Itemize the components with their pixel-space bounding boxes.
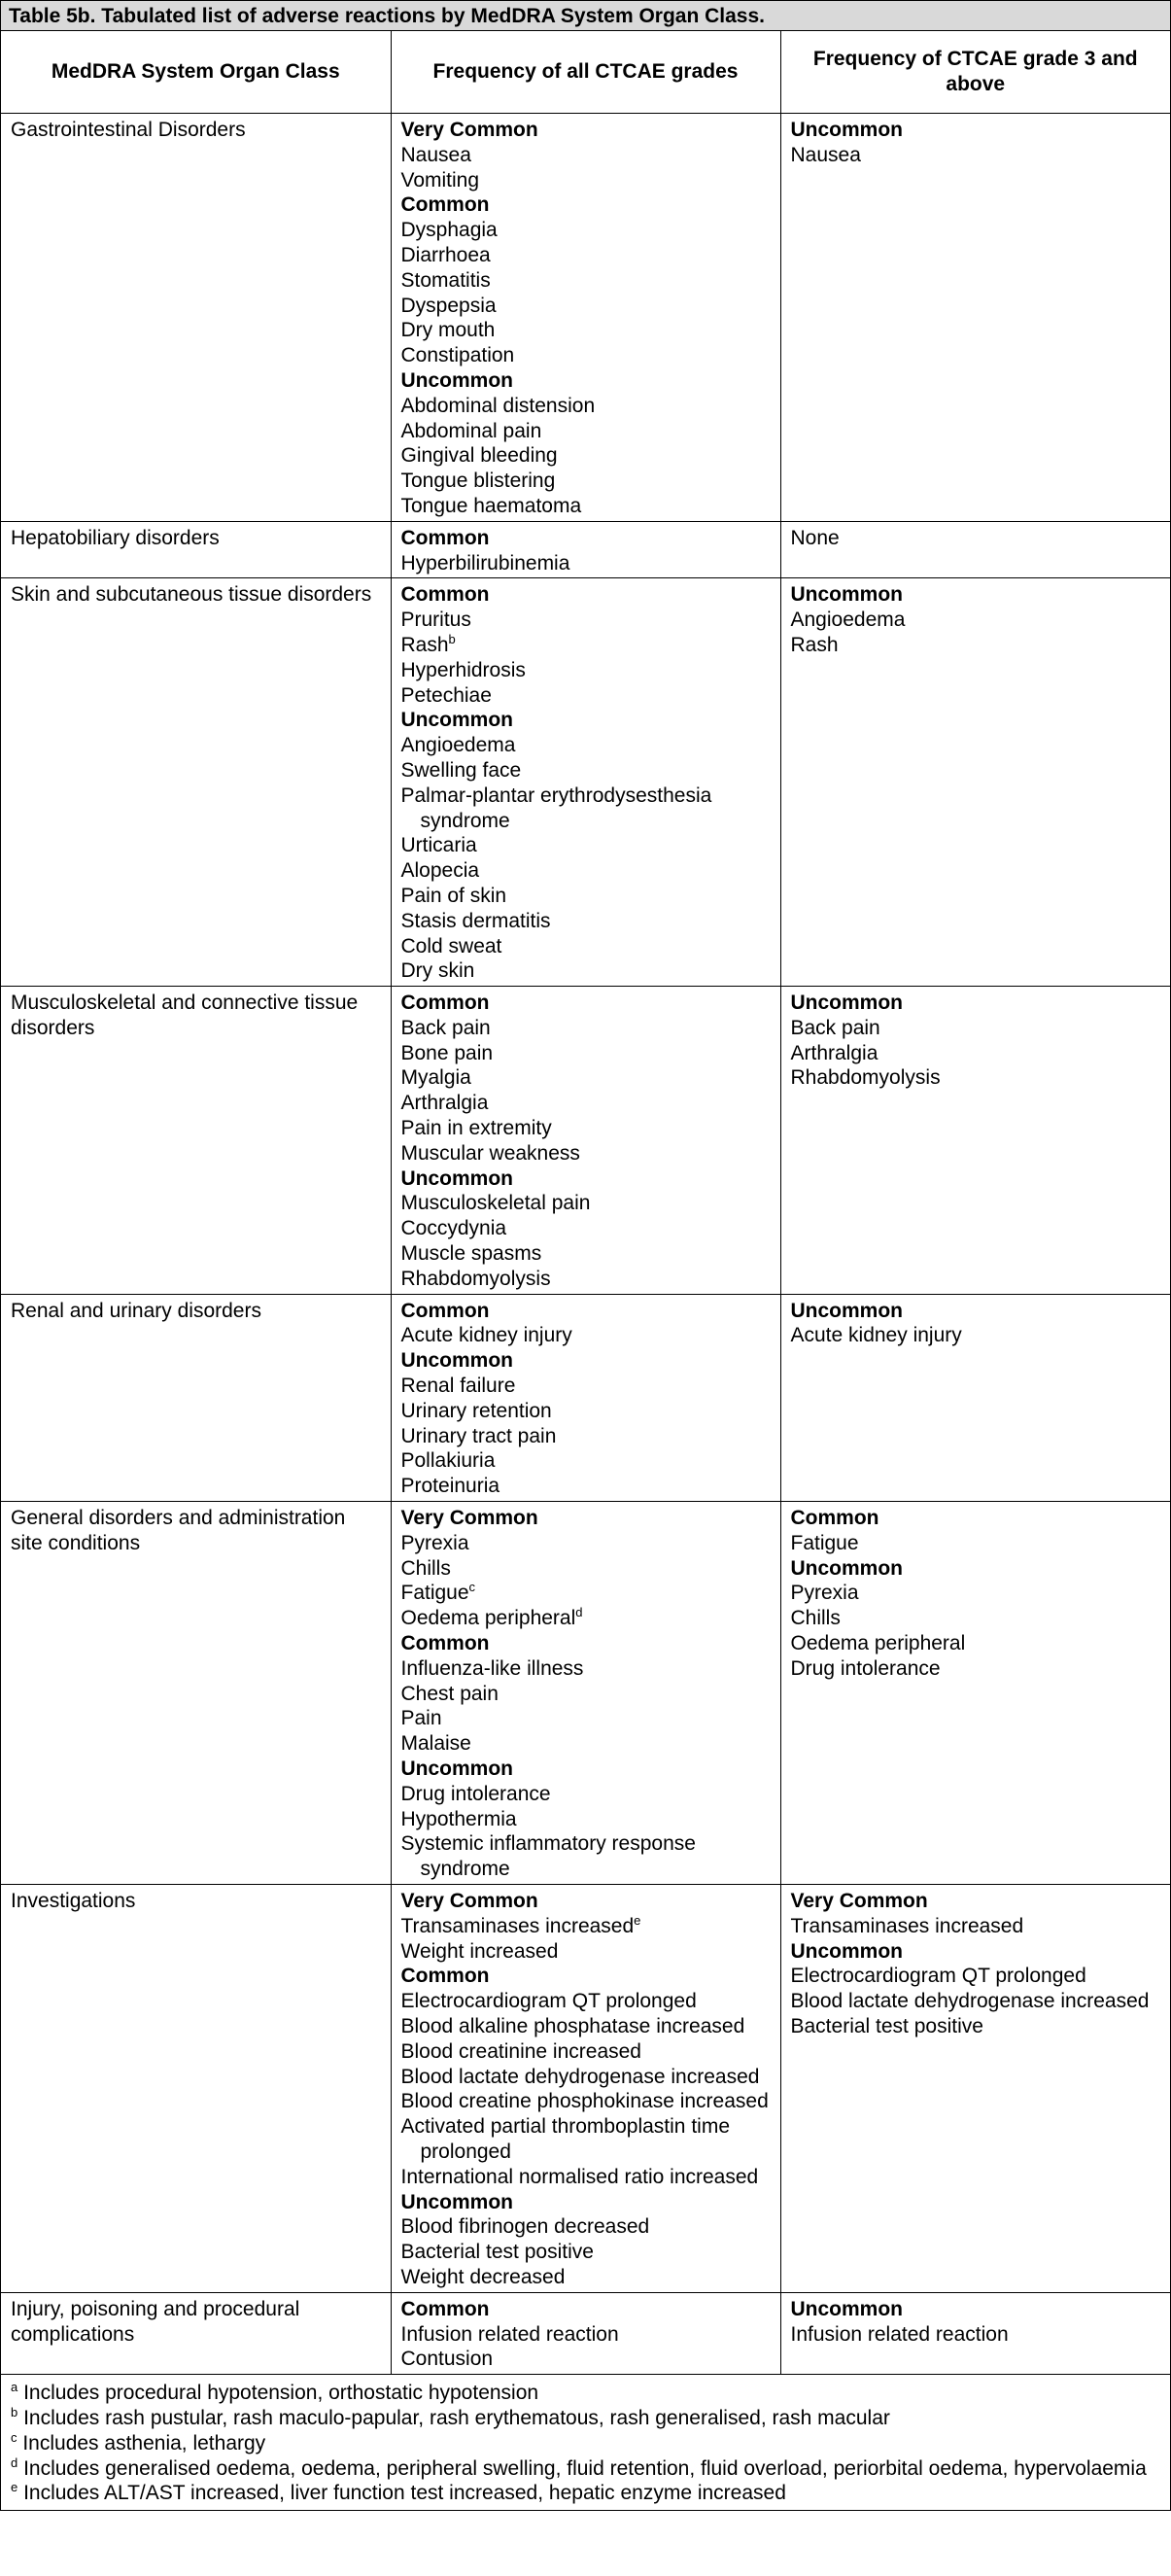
term-text: Fatigue bbox=[790, 1531, 859, 1554]
footnote bbox=[11, 2406, 1160, 2431]
all-grades-cell bbox=[391, 521, 780, 578]
adverse-reaction-term bbox=[401, 1424, 771, 1449]
adverse-reaction-term bbox=[791, 1581, 1161, 1606]
adverse-reaction-term bbox=[401, 1065, 771, 1091]
frequency-category: Uncommon bbox=[790, 992, 903, 1015]
term-text: Blood creatinine increased bbox=[400, 2039, 641, 2063]
all-grades-cell bbox=[391, 2292, 780, 2374]
adverse-reaction-term bbox=[791, 1531, 1161, 1556]
term-text: Back pain bbox=[400, 1016, 491, 1039]
term-text: Rhabdomyolysis bbox=[790, 1066, 941, 1090]
adverse-reaction-term bbox=[401, 494, 771, 519]
grade3-cell bbox=[780, 114, 1170, 522]
system-organ-class-cell: Injury, poisoning and procedural complications bbox=[1, 2292, 391, 2374]
frequency-category: Very Common bbox=[400, 1507, 538, 1530]
adverse-reaction-term bbox=[401, 909, 771, 934]
frequency-category: Uncommon bbox=[790, 1299, 903, 1322]
footnote-text: Includes ALT/AST increased, liver function test increased, hepatic enzyme increased bbox=[23, 2482, 786, 2505]
table-row bbox=[1, 987, 1170, 1295]
term-text: Renal failure bbox=[400, 1375, 516, 1398]
term-text: Bone pain bbox=[400, 1041, 494, 1064]
adverse-reaction-term bbox=[401, 1682, 771, 1707]
adverse-reaction-term bbox=[401, 934, 771, 959]
term-text: Rhabdomyolysis bbox=[400, 1267, 551, 1290]
adverse-reaction-term bbox=[401, 1914, 771, 1939]
adverse-reaction-term bbox=[401, 318, 771, 343]
term-text: Cold sweat bbox=[400, 934, 502, 957]
term-text: Constipation bbox=[400, 344, 515, 367]
adverse-reaction-term bbox=[401, 958, 771, 984]
term-text: Infusion related reaction bbox=[400, 2322, 619, 2346]
adverse-reaction-term bbox=[401, 1831, 771, 1882]
adverse-reaction-term bbox=[401, 2065, 771, 2090]
adverse-reaction-term bbox=[401, 1241, 771, 1267]
system-organ-class-cell: General disorders and administration site conditions bbox=[1, 1502, 391, 1885]
adverse-reaction-term bbox=[401, 2214, 771, 2240]
adverse-reaction-term bbox=[791, 2014, 1161, 2039]
adverse-reaction-term bbox=[401, 1448, 771, 1474]
term-text: Proteinuria bbox=[400, 1475, 500, 1498]
adverse-reaction-term bbox=[401, 1656, 771, 1682]
header-soc: MedDRA System Organ Class bbox=[1, 31, 391, 114]
term-text: Malaise bbox=[400, 1732, 471, 1756]
term-text: Blood fibrinogen decreased bbox=[400, 2215, 650, 2239]
term-text: Weight decreased bbox=[400, 2265, 566, 2288]
system-organ-class-cell: Gastrointestinal Disorders bbox=[1, 114, 391, 522]
term-text: Petechiae bbox=[400, 683, 492, 707]
grade3-cell bbox=[780, 578, 1170, 987]
adverse-reaction-term bbox=[401, 833, 771, 858]
all-grades-cell bbox=[391, 578, 780, 987]
footnote-text: Includes generalised oedema, oedema, peripheral swelling, fluid retention, fluid overload, periorbital oedema, hypervolaemia bbox=[23, 2456, 1147, 2480]
adverse-reaction-term bbox=[401, 1216, 771, 1241]
term-text: Fatigue bbox=[400, 1582, 469, 1605]
term-text: Urinary tract pain bbox=[400, 1424, 557, 1447]
adverse-reaction-term bbox=[401, 884, 771, 909]
adverse-reaction-term bbox=[401, 1782, 771, 1807]
adverse-reaction-term bbox=[791, 1065, 1161, 1091]
adverse-reaction-term bbox=[401, 1606, 771, 1631]
adverse-reaction-term bbox=[401, 469, 771, 494]
adverse-reaction-term bbox=[401, 243, 771, 268]
grade3-cell bbox=[780, 1502, 1170, 1885]
term-text: Weight increased bbox=[400, 1939, 559, 1963]
frequency-category: Very Common bbox=[400, 119, 538, 141]
adverse-reaction-term bbox=[401, 1939, 771, 1965]
term-text: Dry mouth bbox=[400, 319, 496, 342]
term-text: Transaminases increased bbox=[400, 1914, 635, 1937]
table-row bbox=[1, 578, 1170, 987]
term-text: Urticaria bbox=[400, 834, 477, 857]
term-text: Pain of skin bbox=[400, 884, 507, 907]
adverse-reaction-term bbox=[791, 1606, 1161, 1631]
adverse-reaction-term bbox=[791, 2322, 1161, 2348]
adverse-reaction-term bbox=[401, 143, 771, 168]
header-row bbox=[1, 31, 1170, 114]
footnote bbox=[11, 2431, 1160, 2456]
term-text: Hyperhidrosis bbox=[400, 658, 526, 681]
adverse-reaction-term bbox=[401, 2240, 771, 2265]
adverse-reaction-term bbox=[791, 143, 1161, 168]
term-text: Drug intolerance bbox=[400, 1782, 551, 1805]
frequency-category: Common bbox=[400, 526, 490, 549]
footnote-marker: c bbox=[468, 1580, 476, 1595]
adverse-reaction-term bbox=[791, 1041, 1161, 1066]
term-text: Angioedema bbox=[790, 609, 906, 632]
adverse-reaction-term bbox=[791, 608, 1161, 633]
term-text: Hypothermia bbox=[400, 1807, 517, 1830]
term-text: Dyspepsia bbox=[400, 294, 497, 317]
term-text: Urinary retention bbox=[400, 1399, 552, 1422]
adverse-reaction-term bbox=[401, 2322, 771, 2348]
table-row bbox=[1, 1502, 1170, 1885]
term-text: Influenza-like illness bbox=[400, 1656, 584, 1680]
adverse-reaction-term bbox=[401, 858, 771, 884]
adverse-reaction-term bbox=[401, 551, 771, 576]
adverse-reaction-term bbox=[401, 733, 771, 758]
footnote-text: Includes asthenia, lethargy bbox=[22, 2431, 266, 2454]
term-text: Abdominal pain bbox=[400, 419, 542, 442]
footnote-mark: d bbox=[11, 2454, 18, 2470]
adverse-reaction-term bbox=[401, 1807, 771, 1832]
adverse-reaction-term bbox=[401, 1267, 771, 1292]
grade3-cell bbox=[780, 987, 1170, 1295]
all-grades-cell bbox=[391, 987, 780, 1295]
system-organ-class-cell: Hepatobiliary disorders bbox=[1, 521, 391, 578]
adverse-reaction-term bbox=[791, 1016, 1161, 1041]
term-text: Blood alkaline phosphatase increased bbox=[400, 2014, 745, 2037]
term-text: Gingival bleeding bbox=[400, 444, 558, 468]
frequency-category: Very Common bbox=[400, 1889, 538, 1912]
footnote-mark: e bbox=[11, 2480, 18, 2495]
table-title: Table 5b. Tabulated list of adverse reactions by MedDRA System Organ Class. bbox=[1, 1, 1170, 31]
term-text: Arthralgia bbox=[790, 1041, 878, 1064]
adverse-reaction-term bbox=[401, 1374, 771, 1399]
adverse-reaction-term bbox=[401, 2265, 771, 2290]
term-text: Chest pain bbox=[400, 1682, 499, 1705]
adverse-reaction-term bbox=[401, 1191, 771, 1216]
footnote-text: Includes rash pustular, rash maculo-papular, rash erythematous, rash generalised, rash macular bbox=[23, 2406, 890, 2429]
adverse-reaction-term bbox=[401, 2039, 771, 2065]
all-grades-cell bbox=[391, 114, 780, 522]
term-text: Bacterial test positive bbox=[790, 2014, 983, 2037]
term-text: Tongue haematoma bbox=[400, 494, 582, 517]
frequency-category: Uncommon bbox=[400, 1166, 513, 1190]
adverse-reaction-term bbox=[401, 1141, 771, 1166]
adverse-reaction-term bbox=[401, 2165, 771, 2190]
adverse-reaction-term bbox=[401, 294, 771, 319]
adverse-reaction-term bbox=[401, 1989, 771, 2014]
adverse-reaction-term bbox=[401, 419, 771, 444]
term-text: Infusion related reaction bbox=[790, 2322, 1009, 2346]
term-text: Diarrhoea bbox=[400, 243, 491, 266]
term-text: Vomiting bbox=[400, 168, 480, 191]
term-text: Chills bbox=[400, 1556, 451, 1580]
term-text: Stomatitis bbox=[400, 268, 491, 292]
term-text: Dry skin bbox=[400, 959, 475, 983]
term-text: Oedema peripheral bbox=[400, 1607, 576, 1630]
frequency-category: Uncommon bbox=[790, 1939, 903, 1963]
adverse-reaction-term bbox=[401, 1731, 771, 1757]
adverse-reaction-term bbox=[791, 1989, 1161, 2014]
adverse-reaction-term bbox=[791, 526, 1161, 551]
term-text: Musculoskeletal pain bbox=[400, 1192, 591, 1215]
term-text: None bbox=[790, 526, 840, 549]
term-text: International normalised ratio increased bbox=[400, 2165, 759, 2188]
term-text: Bacterial test positive bbox=[400, 2241, 594, 2264]
table-row bbox=[1, 521, 1170, 578]
term-text: Chills bbox=[790, 1607, 841, 1630]
term-text: Acute kidney injury bbox=[400, 1324, 572, 1347]
term-text: Rash bbox=[400, 633, 449, 656]
adverse-reaction-term bbox=[401, 633, 771, 658]
adverse-reaction-term bbox=[401, 1399, 771, 1424]
adverse-reaction-term bbox=[401, 783, 771, 834]
frequency-category: Common bbox=[790, 1507, 879, 1530]
term-text: Rash bbox=[790, 633, 839, 656]
term-text: Oedema peripheral bbox=[790, 1632, 966, 1655]
term-text: Acute kidney injury bbox=[790, 1324, 962, 1347]
term-text: Back pain bbox=[790, 1016, 880, 1039]
frequency-category: Common bbox=[400, 2297, 490, 2320]
term-text: Systemic inflammatory response syndrome bbox=[400, 1832, 696, 1881]
adverse-reaction-term bbox=[791, 1656, 1161, 1682]
term-text: Pyrexia bbox=[400, 1531, 469, 1554]
frequency-category: Common bbox=[400, 992, 490, 1015]
all-grades-cell bbox=[391, 1502, 780, 1885]
table-row bbox=[1, 114, 1170, 522]
grade3-cell bbox=[780, 521, 1170, 578]
term-text: Nausea bbox=[400, 143, 471, 166]
frequency-category: Common bbox=[400, 1632, 490, 1655]
system-organ-class-cell: Skin and subcutaneous tissue disorders bbox=[1, 578, 391, 987]
adverse-reaction-term bbox=[401, 2347, 771, 2372]
term-text: Myalgia bbox=[400, 1066, 471, 1090]
adverse-reaction-term bbox=[401, 268, 771, 294]
term-text: Coccydynia bbox=[400, 1217, 507, 1240]
term-text: Blood creatine phosphokinase increased bbox=[400, 2090, 769, 2113]
adverse-reactions-table bbox=[1, 31, 1170, 2375]
adverse-reaction-term bbox=[401, 1531, 771, 1556]
footnote bbox=[11, 2381, 1160, 2406]
term-text: Nausea bbox=[790, 143, 861, 166]
footnote bbox=[11, 2456, 1160, 2482]
frequency-category: Uncommon bbox=[400, 709, 513, 732]
grade3-cell bbox=[780, 2292, 1170, 2374]
term-text: Contusion bbox=[400, 2348, 494, 2371]
adverse-reaction-term bbox=[401, 2014, 771, 2039]
adverse-reaction-term bbox=[401, 608, 771, 633]
adverse-reaction-term bbox=[401, 758, 771, 783]
frequency-category: Uncommon bbox=[790, 1556, 903, 1580]
adverse-reaction-term bbox=[401, 658, 771, 683]
term-text: Blood lactate dehydrogenase increased bbox=[790, 1990, 1150, 2013]
term-text: Stasis dermatitis bbox=[400, 909, 551, 932]
adverse-reaction-term bbox=[401, 1041, 771, 1066]
frequency-category: Uncommon bbox=[790, 583, 903, 607]
term-text: Pruritus bbox=[400, 609, 471, 632]
term-text: Arthralgia bbox=[400, 1092, 489, 1115]
footnote bbox=[11, 2481, 1160, 2506]
adverse-reaction-term bbox=[401, 1323, 771, 1348]
term-text: Transaminases increased bbox=[790, 1914, 1024, 1937]
footnotes bbox=[1, 2375, 1170, 2510]
system-organ-class-cell: Renal and urinary disorders bbox=[1, 1294, 391, 1501]
term-text: Hyperbilirubinemia bbox=[400, 551, 570, 574]
frequency-category: Uncommon bbox=[400, 368, 513, 392]
adverse-reaction-term bbox=[791, 1964, 1161, 1989]
table-row bbox=[1, 2292, 1170, 2374]
adverse-reaction-term bbox=[791, 1631, 1161, 1656]
footnote-marker: b bbox=[448, 631, 456, 646]
adverse-reaction-term bbox=[791, 1914, 1161, 1939]
adverse-reaction-term bbox=[791, 1323, 1161, 1348]
adverse-reaction-term bbox=[401, 168, 771, 193]
header-grade3: Frequency of CTCAE grade 3 and above bbox=[780, 31, 1170, 114]
term-text: Pain bbox=[400, 1707, 442, 1730]
frequency-category: Uncommon bbox=[400, 1349, 513, 1373]
footnote-marker: e bbox=[634, 1912, 641, 1928]
term-text: Abdominal distension bbox=[400, 394, 596, 417]
adverse-reaction-term bbox=[401, 1706, 771, 1731]
frequency-category: Common bbox=[400, 193, 490, 217]
term-text: Alopecia bbox=[400, 859, 480, 883]
adverse-reaction-term bbox=[401, 1091, 771, 1116]
adverse-reaction-term bbox=[401, 443, 771, 469]
frequency-category: Uncommon bbox=[400, 1758, 513, 1780]
frequency-category: Uncommon bbox=[790, 2297, 903, 2320]
term-text: Activated partial thromboplastin time prolonged bbox=[400, 2115, 730, 2163]
adverse-reaction-term bbox=[401, 394, 771, 419]
adverse-reaction-term bbox=[401, 1581, 771, 1606]
adverse-reaction-term bbox=[401, 683, 771, 709]
term-text: Pain in extremity bbox=[400, 1117, 552, 1140]
grade3-cell bbox=[780, 1884, 1170, 2292]
system-organ-class-cell: Investigations bbox=[1, 1884, 391, 2292]
adverse-reaction-term bbox=[401, 1116, 771, 1141]
footnote-marker: d bbox=[575, 1605, 583, 1620]
term-text: Muscle spasms bbox=[400, 1242, 542, 1266]
adverse-reaction-term bbox=[401, 343, 771, 368]
frequency-category: Common bbox=[400, 1299, 490, 1322]
term-text: Electrocardiogram QT prolonged bbox=[790, 1965, 1086, 1988]
system-organ-class-cell: Musculoskeletal and connective tissue disorders bbox=[1, 987, 391, 1295]
term-text: Swelling face bbox=[400, 758, 522, 782]
term-text: Dysphagia bbox=[400, 219, 498, 242]
adverse-reaction-term bbox=[401, 2089, 771, 2114]
adverse-reaction-term bbox=[401, 218, 771, 243]
adverse-reaction-term bbox=[401, 2114, 771, 2165]
footnote-text: Includes procedural hypotension, orthostatic hypotension bbox=[23, 2382, 539, 2405]
all-grades-cell bbox=[391, 1884, 780, 2292]
header-all-grades: Frequency of all CTCAE grades bbox=[391, 31, 780, 114]
frequency-category: Uncommon bbox=[790, 119, 903, 141]
frequency-category: Very Common bbox=[790, 1889, 928, 1912]
frequency-category: Uncommon bbox=[400, 2190, 513, 2213]
table-body bbox=[1, 114, 1170, 2375]
grade3-cell bbox=[780, 1294, 1170, 1501]
term-text: Blood lactate dehydrogenase increased bbox=[400, 2065, 760, 2088]
term-text: Drug intolerance bbox=[790, 1656, 941, 1680]
term-text: Pollakiuria bbox=[400, 1449, 496, 1473]
term-text: Tongue blistering bbox=[400, 470, 556, 493]
term-text: Electrocardiogram QT prolonged bbox=[400, 1990, 697, 2013]
adverse-reaction-term bbox=[401, 1016, 771, 1041]
footnote-mark: a bbox=[11, 2380, 18, 2395]
footnote-mark: b bbox=[11, 2404, 18, 2419]
frequency-category: Common bbox=[400, 583, 490, 607]
term-text: Muscular weakness bbox=[400, 1141, 580, 1165]
all-grades-cell bbox=[391, 1294, 780, 1501]
adverse-reaction-term bbox=[401, 1474, 771, 1499]
frequency-category: Common bbox=[400, 1965, 490, 1988]
adverse-reaction-term bbox=[791, 633, 1161, 658]
table-row bbox=[1, 1884, 1170, 2292]
footnote-mark: c bbox=[11, 2429, 17, 2445]
table-row bbox=[1, 1294, 1170, 1501]
term-text: Palmar-plantar erythrodysesthesia syndrome bbox=[400, 783, 712, 832]
adverse-reaction-term bbox=[401, 1556, 771, 1582]
term-text: Pyrexia bbox=[790, 1582, 859, 1605]
term-text: Angioedema bbox=[400, 734, 516, 757]
